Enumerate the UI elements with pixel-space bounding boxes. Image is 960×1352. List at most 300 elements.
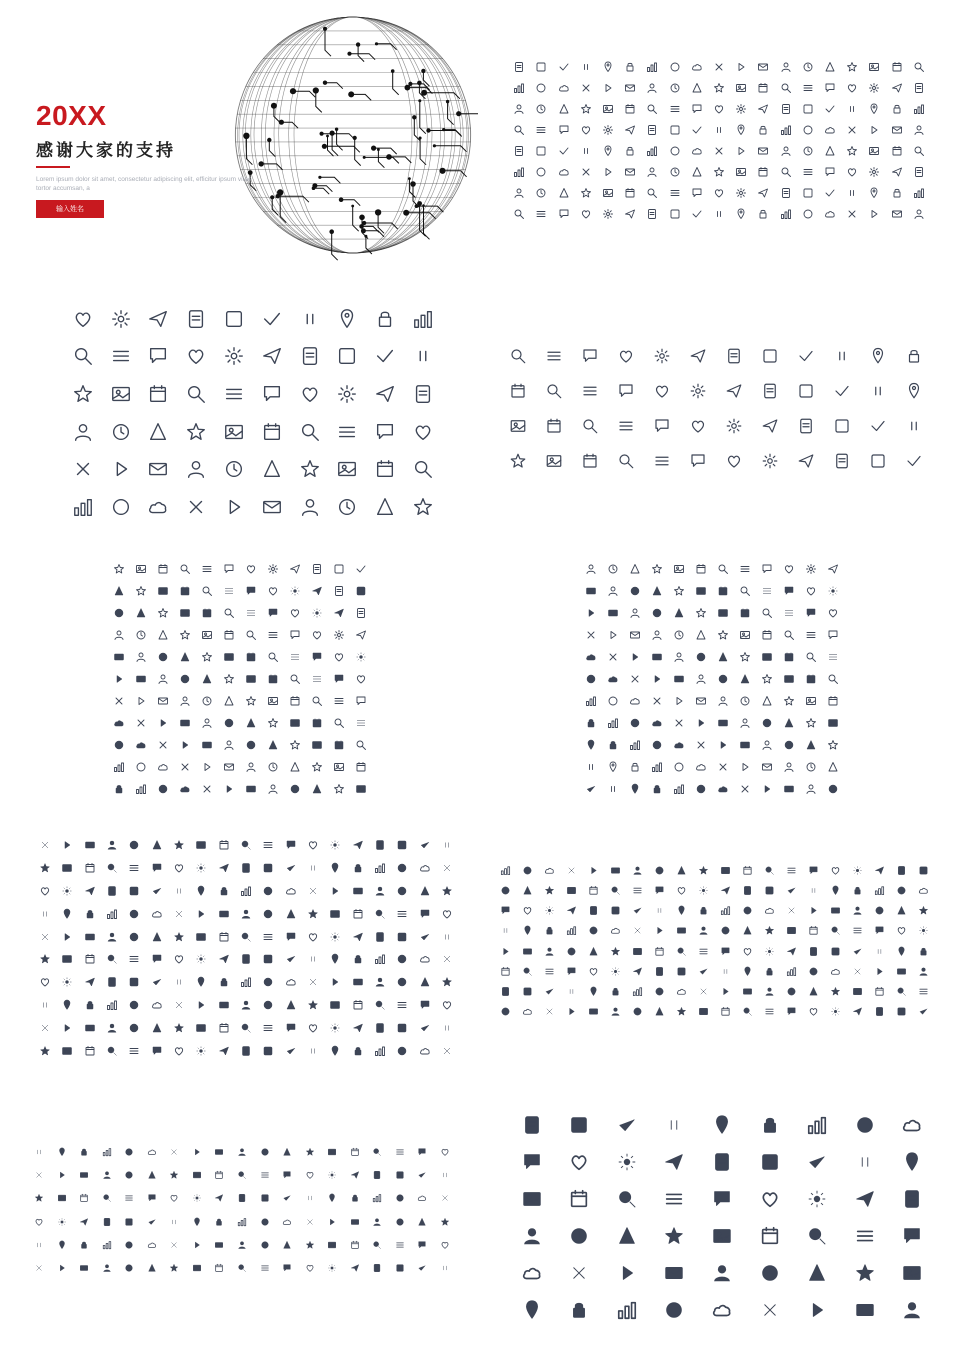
globe-network-image: [228, 10, 478, 265]
glyph-set-a-glyph-icon: [157, 717, 169, 729]
filled-misc-b-glyph-icon: [522, 905, 533, 916]
glyph-set-b-glyph-icon: [673, 695, 685, 707]
filled-misc-a-icon-36: [419, 862, 431, 874]
filled-misc-a-glyph-icon: [374, 885, 386, 897]
glyph-set-b-icon-123: [651, 783, 663, 795]
tiny-filled-glyph-icon: [237, 1240, 247, 1250]
filled-misc-b-glyph-icon: [698, 925, 709, 936]
tiny-filled-icon-48: [260, 1193, 270, 1203]
filled-misc-a-icon-70: [329, 908, 341, 920]
glyph-set-a-icon-33: [311, 607, 323, 619]
glyph-set-b-icon-33: [783, 607, 795, 619]
outline-small-grid-glyph-icon: [602, 61, 614, 73]
outline-small-grid-glyph-icon: [846, 166, 858, 178]
large-filled-glyph-icon: [616, 1225, 638, 1247]
filled-misc-b-icon-20: [500, 885, 511, 896]
filled-misc-a-glyph-icon: [195, 953, 207, 965]
outline-small-grid-glyph-icon: [535, 145, 547, 157]
glyph-set-b-icon-109: [607, 761, 619, 773]
filled-misc-b-glyph-icon: [610, 966, 621, 977]
glyph-set-a-glyph-icon: [179, 607, 191, 619]
glyph-set-b-icon-73: [607, 695, 619, 707]
filled-misc-a-glyph-icon: [352, 999, 364, 1011]
large-filled-icon-20: [616, 1188, 638, 1210]
glyph-set-a-glyph-icon: [113, 717, 125, 729]
outline-small-grid-icon-52: [824, 103, 836, 115]
outline-small-grid-glyph-icon: [558, 103, 570, 115]
glyph-set-a-glyph-icon: [157, 761, 169, 773]
glyph-set-a-icon-24: [113, 607, 125, 619]
filled-misc-a-icon-8: [218, 839, 230, 851]
filled-misc-a-icon-0: [39, 839, 51, 851]
glyph-set-a-icon-19: [267, 585, 279, 597]
outline-small-grid-glyph-icon: [580, 82, 592, 94]
filled-misc-a-icon-134: [61, 999, 73, 1011]
glyph-set-b-icon-2: [629, 563, 641, 575]
document-office-outline-icon-26: [299, 383, 321, 405]
filled-misc-a-icon-121: [195, 976, 207, 988]
document-office-outline-icon-12: [147, 345, 169, 367]
large-filled-glyph-icon: [568, 1151, 590, 1173]
glyph-set-b-glyph-icon: [607, 607, 619, 619]
filled-misc-b-icon-153: [786, 1006, 797, 1017]
filled-misc-b-glyph-icon: [500, 905, 511, 916]
filled-misc-a-icon-152: [39, 1022, 51, 1034]
filled-misc-b-glyph-icon: [544, 885, 555, 896]
misc-outline-glyph-icon: [797, 382, 815, 400]
filled-misc-a-icon-173: [84, 1045, 96, 1057]
document-office-outline-icon-20: [72, 383, 94, 405]
tiny-filled-icon-31: [305, 1170, 315, 1180]
outline-small-grid-icon-24: [624, 82, 636, 94]
large-filled-icon-39: [663, 1262, 685, 1284]
glyph-set-a-icon-37: [135, 629, 147, 641]
filled-misc-a-icon-76: [39, 931, 51, 943]
outline-small-grid-glyph-icon: [624, 61, 636, 73]
outline-small-grid-glyph-icon: [891, 208, 903, 220]
outline-small-grid-glyph-icon: [802, 103, 814, 115]
filled-misc-b-glyph-icon: [632, 946, 643, 957]
filled-misc-b-glyph-icon: [786, 986, 797, 997]
glyph-set-a-glyph-icon: [355, 783, 367, 795]
filled-misc-b-glyph-icon: [544, 925, 555, 936]
misc-outline-glyph-icon: [761, 382, 779, 400]
filled-misc-a-icon-106: [285, 953, 297, 965]
glyph-set-b-icon-97: [607, 739, 619, 751]
filled-misc-a-icon-128: [352, 976, 364, 988]
large-filled-icon-17: [901, 1151, 923, 1173]
document-office-outline-icon-28: [374, 383, 396, 405]
tiny-filled-icon-0: [34, 1147, 44, 1157]
filled-misc-a-icon-87: [285, 931, 297, 943]
tiny-filled-icon-28: [237, 1170, 247, 1180]
filled-misc-b-icon-143: [566, 1006, 577, 1017]
glyph-set-b-icon-46: [805, 629, 817, 641]
filled-misc-b-icon-123: [566, 986, 577, 997]
tiny-filled-icon-15: [372, 1147, 382, 1157]
tiny-filled-glyph-icon: [57, 1240, 67, 1250]
filled-misc-a-icon-143: [262, 999, 274, 1011]
filled-misc-a-glyph-icon: [84, 1022, 96, 1034]
tiny-filled-icon-25: [169, 1170, 179, 1180]
glyph-set-b-icon-95: [827, 717, 839, 729]
filled-misc-b-icon-100: [500, 966, 511, 977]
glyph-set-b-icon-62: [629, 673, 641, 685]
document-office-outline-glyph-icon: [412, 496, 434, 518]
filled-misc-a-icon-29: [262, 862, 274, 874]
filled-misc-a-glyph-icon: [106, 885, 118, 897]
glyph-set-a-icon-105: [311, 739, 323, 751]
glyph-set-b-glyph-icon: [827, 651, 839, 663]
filled-misc-b-glyph-icon: [918, 925, 929, 936]
filled-misc-b-glyph-icon: [742, 865, 753, 876]
filled-misc-a-glyph-icon: [262, 1045, 274, 1057]
filled-misc-a-glyph-icon: [285, 999, 297, 1011]
document-office-outline-glyph-icon: [299, 308, 321, 330]
glyph-set-a-icon-117: [311, 761, 323, 773]
outline-small-grid-icon-113: [913, 166, 925, 178]
filled-misc-b-glyph-icon: [852, 1006, 863, 1017]
outline-small-grid-glyph-icon: [602, 187, 614, 199]
tiny-filled-icon-96: [57, 1263, 67, 1273]
tiny-filled-glyph-icon: [350, 1217, 360, 1227]
tiny-filled-glyph-icon: [237, 1147, 247, 1157]
filled-misc-b-glyph-icon: [720, 865, 731, 876]
document-office-outline-glyph-icon: [185, 345, 207, 367]
large-filled-glyph-icon: [521, 1262, 543, 1284]
filled-misc-a-glyph-icon: [352, 931, 364, 943]
document-office-outline-glyph-icon: [412, 421, 434, 443]
glyph-set-a-icon-40: [201, 629, 213, 641]
filled-misc-a-glyph-icon: [173, 1022, 185, 1034]
tiny-filled-icon-32: [327, 1170, 337, 1180]
filled-misc-b-glyph-icon: [874, 986, 885, 997]
filled-misc-b-glyph-icon: [764, 1006, 775, 1017]
misc-outline-glyph-icon: [725, 382, 743, 400]
tiny-filled-glyph-icon: [350, 1170, 360, 1180]
tiny-filled-glyph-icon: [34, 1263, 44, 1273]
large-filled-glyph-icon: [568, 1262, 590, 1284]
glyph-set-a-icon-75: [179, 695, 191, 707]
glyph-set-b-glyph-icon: [585, 717, 597, 729]
filled-misc-a-glyph-icon: [218, 885, 230, 897]
glyph-set-a-icon-90: [245, 717, 257, 729]
glyph-set-b-glyph-icon: [827, 629, 839, 641]
glyph-set-b-glyph-icon: [695, 783, 707, 795]
glyph-set-a-glyph-icon: [135, 783, 147, 795]
glyph-set-b-glyph-icon: [695, 585, 707, 597]
glyph-set-b-glyph-icon: [827, 783, 839, 795]
filled-misc-a-glyph-icon: [240, 1022, 252, 1034]
outline-small-grid-glyph-icon: [602, 82, 614, 94]
glyph-icon-grid-left: [108, 558, 372, 800]
filled-misc-a-glyph-icon: [173, 931, 185, 943]
glyph-set-a-glyph-icon: [113, 607, 125, 619]
filled-misc-a-glyph-icon: [128, 908, 140, 920]
outline-small-grid-glyph-icon: [846, 187, 858, 199]
misc-outline-glyph-icon: [905, 347, 923, 365]
outline-small-grid-icon-117: [580, 187, 592, 199]
tiny-filled-icon-grid: [28, 1140, 456, 1280]
glyph-set-b-glyph-icon: [585, 585, 597, 597]
filled-misc-a-glyph-icon: [307, 976, 319, 988]
filled-misc-b-icon-33: [786, 885, 797, 896]
tiny-filled-icon-106: [282, 1263, 292, 1273]
tiny-filled-glyph-icon: [260, 1147, 270, 1157]
filled-misc-b-glyph-icon: [808, 925, 819, 936]
document-office-outline-glyph-icon: [223, 345, 245, 367]
misc-outline-icon-17: [689, 382, 707, 400]
filled-misc-b-icon-82: [544, 946, 555, 957]
tiny-filled-glyph-icon: [395, 1170, 405, 1180]
filled-misc-a-glyph-icon: [106, 999, 118, 1011]
filled-misc-b-glyph-icon: [544, 986, 555, 997]
outline-small-grid-icon-22: [580, 82, 592, 94]
filled-misc-b-icon-92: [764, 946, 775, 957]
filled-misc-b-icon-60: [500, 925, 511, 936]
filled-misc-b-icon-24: [588, 885, 599, 896]
outline-small-grid-glyph-icon: [868, 187, 880, 199]
glyph-set-a-icon-58: [333, 651, 345, 663]
glyph-set-b-icon-101: [695, 739, 707, 751]
glyph-set-b-icon-64: [673, 673, 685, 685]
glyph-set-b-icon-60: [585, 673, 597, 685]
filled-misc-a-icon-111: [396, 953, 408, 965]
tiny-filled-icon-34: [372, 1170, 382, 1180]
glyph-set-b-icon-17: [695, 585, 707, 597]
large-filled-icon-2: [616, 1114, 638, 1136]
outline-small-grid-icon-37: [913, 82, 925, 94]
tiny-filled-icon-20: [57, 1170, 67, 1180]
filled-misc-b-glyph-icon: [522, 925, 533, 936]
document-office-outline-icon-14: [223, 345, 245, 367]
outline-small-grid-glyph-icon: [513, 82, 525, 94]
filled-misc-b-glyph-icon: [874, 1006, 885, 1017]
filled-misc-a-icon-50: [307, 885, 319, 897]
glyph-set-b-icon-20: [761, 585, 773, 597]
filled-misc-b-glyph-icon: [918, 885, 929, 896]
tiny-filled-icon-37: [440, 1170, 450, 1180]
glyph-set-b-glyph-icon: [739, 673, 751, 685]
misc-outline-icon-30: [725, 417, 743, 435]
glyph-set-b-icon-129: [783, 783, 795, 795]
tiny-filled-glyph-icon: [214, 1170, 224, 1180]
document-office-outline-glyph-icon: [110, 421, 132, 443]
glyph-set-b-icon-12: [585, 585, 597, 597]
glyph-set-a-icon-124: [201, 783, 213, 795]
filled-misc-b-glyph-icon: [522, 865, 533, 876]
glyph-set-b-glyph-icon: [805, 563, 817, 575]
outline-small-grid-glyph-icon: [669, 166, 681, 178]
glyph-set-a-glyph-icon: [333, 651, 345, 663]
filled-misc-a-glyph-icon: [441, 908, 453, 920]
document-office-outline-glyph-icon: [147, 496, 169, 518]
tiny-filled-icon-22: [102, 1170, 112, 1180]
filled-misc-b-glyph-icon: [544, 905, 555, 916]
glyph-set-a-glyph-icon: [179, 673, 191, 685]
glyph-set-a-icon-74: [157, 695, 169, 707]
tiny-filled-glyph-icon: [57, 1263, 67, 1273]
filled-misc-b-glyph-icon: [588, 885, 599, 896]
filled-misc-b-glyph-icon: [742, 986, 753, 997]
misc-outline-glyph-icon: [869, 417, 887, 435]
filled-misc-a-glyph-icon: [151, 953, 163, 965]
glyph-set-b-glyph-icon: [739, 761, 751, 773]
filled-misc-b-icon-142: [544, 1006, 555, 1017]
filled-misc-b-glyph-icon: [676, 946, 687, 957]
outline-small-grid-icon-121: [669, 187, 681, 199]
document-office-outline-glyph-icon: [223, 308, 245, 330]
document-office-icon-grid: [64, 300, 442, 526]
filled-misc-a-icon-178: [195, 1045, 207, 1057]
glyph-set-a-icon-119: [355, 761, 367, 773]
tiny-filled-icon-30: [282, 1170, 292, 1180]
glyph-set-b-glyph-icon: [739, 695, 751, 707]
filled-misc-a-icon-28: [240, 862, 252, 874]
glyph-set-a-icon-38: [157, 629, 169, 641]
filled-misc-b-icon-129: [698, 986, 709, 997]
outline-small-grid-glyph-icon: [713, 124, 725, 136]
tiny-filled-glyph-icon: [214, 1147, 224, 1157]
tiny-filled-glyph-icon: [34, 1217, 44, 1227]
document-office-outline-icon-34: [223, 421, 245, 443]
filled-misc-a-glyph-icon: [39, 999, 51, 1011]
outline-small-grid-glyph-icon: [757, 82, 769, 94]
glyph-set-a-icon-107: [355, 739, 367, 751]
tiny-filled-icon-27: [214, 1170, 224, 1180]
filled-misc-a-glyph-icon: [285, 976, 297, 988]
tiny-filled-glyph-icon: [260, 1170, 270, 1180]
large-filled-glyph-icon: [663, 1225, 685, 1247]
outline-small-grid-glyph-icon: [691, 103, 703, 115]
document-office-outline-icon-30: [72, 421, 94, 443]
filled-misc-a-glyph-icon: [218, 1045, 230, 1057]
glyph-set-b-glyph-icon: [783, 717, 795, 729]
document-office-outline-glyph-icon: [110, 345, 132, 367]
glyph-set-b-icon-45: [783, 629, 795, 641]
glyph-set-a-icon-106: [333, 739, 345, 751]
misc-outline-icon-39: [617, 452, 635, 470]
filled-misc-a-glyph-icon: [61, 1045, 73, 1057]
document-office-outline-glyph-icon: [299, 421, 321, 443]
large-filled-glyph-icon: [806, 1114, 828, 1136]
glyph-set-b-glyph-icon: [783, 651, 795, 663]
filled-misc-b-icon-67: [654, 925, 665, 936]
outline-small-grid-icon-108: [802, 166, 814, 178]
glyph-set-b-icon-72: [585, 695, 597, 707]
large-filled-glyph-icon: [901, 1262, 923, 1284]
glyph-set-b-glyph-icon: [629, 717, 641, 729]
tiny-filled-icon-111: [395, 1263, 405, 1273]
filled-misc-a-icon-21: [84, 862, 96, 874]
tiny-filled-glyph-icon: [327, 1193, 337, 1203]
glyph-set-a-icon-54: [245, 651, 257, 663]
filled-misc-b-icon-81: [522, 946, 533, 957]
outline-small-grid-icon-73: [868, 124, 880, 136]
outline-small-grid-icon-84: [691, 145, 703, 157]
filled-misc-b-icon-27: [654, 885, 665, 896]
filled-misc-b-icon-73: [786, 925, 797, 936]
glyph-set-a-icon-11: [355, 563, 367, 575]
large-filled-icon-16: [854, 1151, 876, 1173]
filled-misc-b-icon-104: [588, 966, 599, 977]
name-input-button[interactable]: 输入姓名: [36, 200, 104, 218]
glyph-set-a-glyph-icon: [289, 783, 301, 795]
filled-misc-a-glyph-icon: [195, 908, 207, 920]
outline-small-grid-icon-48: [735, 103, 747, 115]
filled-misc-b-glyph-icon: [874, 966, 885, 977]
filled-misc-b-glyph-icon: [588, 986, 599, 997]
document-office-outline-glyph-icon: [412, 308, 434, 330]
filled-misc-a-icon-170: [441, 1022, 453, 1034]
tiny-filled-icon-63: [169, 1217, 179, 1227]
tiny-filled-icon-6: [169, 1147, 179, 1157]
filled-misc-a-icon-33: [352, 862, 364, 874]
outline-small-grid-glyph-icon: [624, 208, 636, 220]
tiny-filled-glyph-icon: [214, 1263, 224, 1273]
glyph-set-a-icon-46: [333, 629, 345, 641]
filled-misc-b-glyph-icon: [654, 1006, 665, 1017]
glyph-set-a-glyph-icon: [179, 629, 191, 641]
glyph-set-b-glyph-icon: [607, 563, 619, 575]
glyph-set-b-glyph-icon: [739, 783, 751, 795]
filled-misc-b-glyph-icon: [896, 925, 907, 936]
glyph-set-a-glyph-icon: [135, 761, 147, 773]
outline-small-grid-icon-129: [846, 187, 858, 199]
large-filled-glyph-icon: [663, 1188, 685, 1210]
glyph-set-b-glyph-icon: [827, 607, 839, 619]
filled-misc-a-icon-119: [151, 976, 163, 988]
tiny-filled-glyph-icon: [214, 1217, 224, 1227]
glyph-set-b-glyph-icon: [739, 563, 751, 575]
tiny-filled-glyph-icon: [147, 1193, 157, 1203]
filled-misc-a-icon-26: [195, 862, 207, 874]
glyph-set-a-glyph-icon: [289, 739, 301, 751]
glyph-set-a-icon-84: [113, 717, 125, 729]
glyph-set-a-icon-34: [333, 607, 345, 619]
filled-misc-b-icon-106: [632, 966, 643, 977]
filled-misc-b-glyph-icon: [566, 946, 577, 957]
glyph-set-b-icon-124: [673, 783, 685, 795]
large-filled-glyph-icon: [663, 1262, 685, 1284]
filled-misc-a-icon-96: [61, 953, 73, 965]
filled-misc-a-glyph-icon: [419, 885, 431, 897]
tiny-filled-icon-70: [327, 1217, 337, 1227]
glyph-set-b-glyph-icon: [717, 651, 729, 663]
outline-small-grid-icon-5: [624, 61, 636, 73]
filled-misc-b-glyph-icon: [588, 905, 599, 916]
glyph-set-a-glyph-icon: [201, 673, 213, 685]
tiny-filled-glyph-icon: [192, 1147, 202, 1157]
filled-misc-a-glyph-icon: [307, 931, 319, 943]
filled-misc-a-glyph-icon: [329, 976, 341, 988]
outline-small-grid-glyph-icon: [513, 166, 525, 178]
glyph-set-a-glyph-icon: [201, 695, 213, 707]
glyph-set-b-icon-9: [783, 563, 795, 575]
glyph-set-b-glyph-icon: [761, 783, 773, 795]
glyph-set-b-glyph-icon: [717, 717, 729, 729]
filled-misc-a-glyph-icon: [262, 908, 274, 920]
document-office-outline-icon-57: [336, 496, 358, 518]
glyph-set-a-icon-43: [267, 629, 279, 641]
filled-misc-a-icon-55: [419, 885, 431, 897]
glyph-set-b-icon-40: [673, 629, 685, 641]
glyph-set-a-icon-56: [289, 651, 301, 663]
filled-misc-a-glyph-icon: [374, 908, 386, 920]
document-office-outline-glyph-icon: [412, 383, 434, 405]
glyph-set-a-glyph-icon: [267, 563, 279, 575]
filled-misc-b-icon-53: [786, 905, 797, 916]
